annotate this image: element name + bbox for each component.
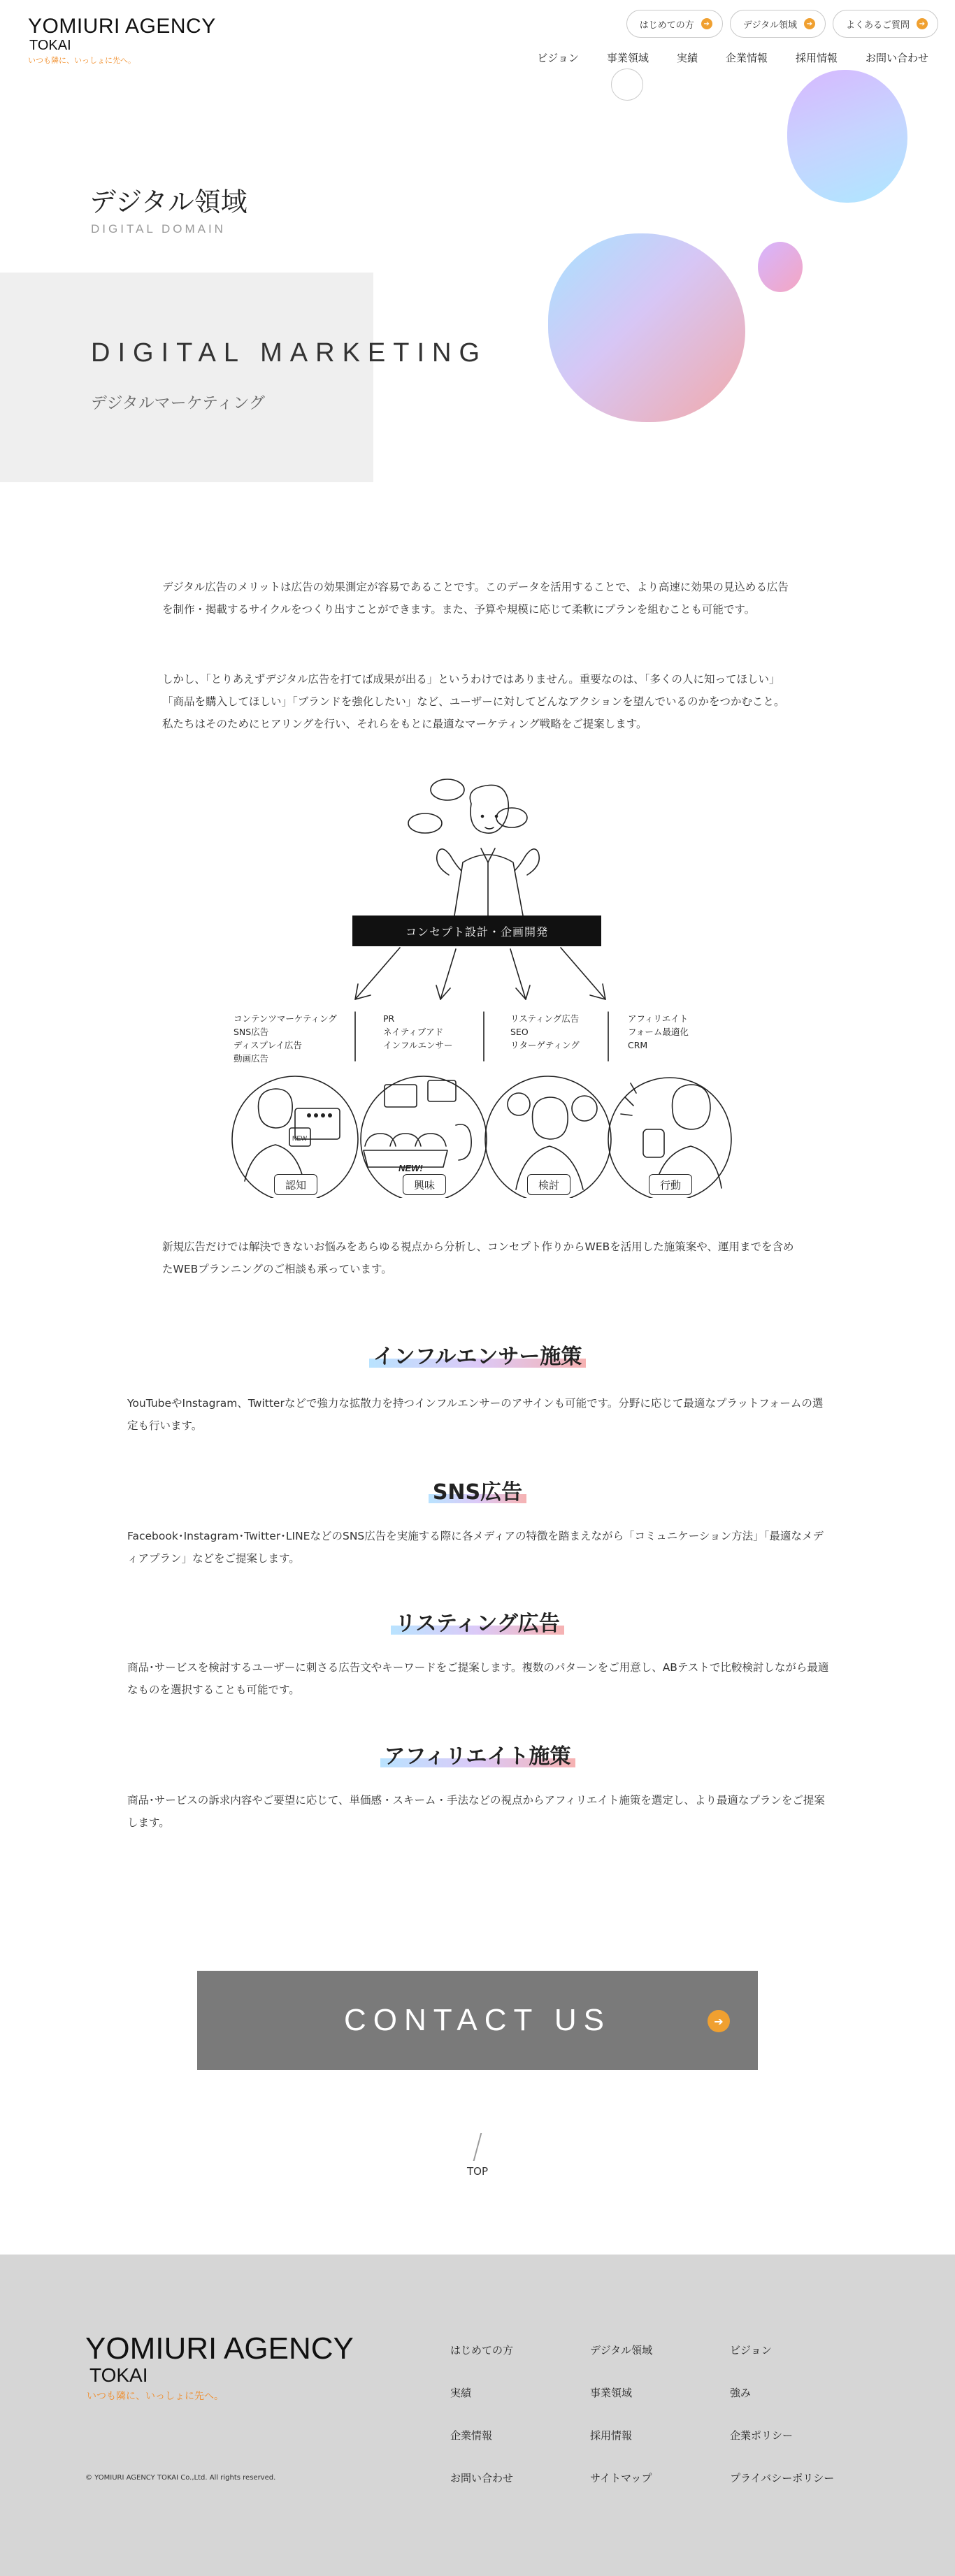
decor-bubble: [548, 233, 745, 422]
nav-item-contact[interactable]: お問い合わせ: [865, 52, 928, 64]
pill-label: よくあるご質問: [845, 20, 910, 31]
section-title-en: DIGITAL MARKETING: [91, 338, 488, 368]
new-tag-text: NEW!: [398, 1163, 423, 1173]
intro-paragraph: デジタル広告のメリットは広告の効果測定が容易であることです。このデータを活用することで、より高速に効果の見込める広告を制作・掲載するサイクルをつくり出すことができます。また、予算や規模に応じて柔軟にプランを組むことも可能です。: [162, 581, 789, 616]
arrow-right-icon: ➔: [708, 2010, 730, 2032]
marketing-diagram: [225, 776, 735, 1198]
measure-title: インフルエンサー施策: [369, 1345, 587, 1369]
nav-item-business[interactable]: 事業領域: [606, 52, 649, 64]
nav-item-company[interactable]: 企業情報: [725, 52, 768, 64]
contact-us-button[interactable]: [197, 1971, 758, 2070]
column-item: PR: [383, 1013, 395, 1024]
stage-awareness: 認知: [274, 1174, 317, 1195]
page-title-en: DIGITAL DOMAIN: [91, 222, 226, 236]
column-item: ネイティブアド: [383, 1027, 444, 1037]
logo-tagline: いつも隣に、いっしょに先へ。: [28, 56, 136, 65]
footer-tagline: いつも隣に、いっしょに先へ。: [87, 2391, 224, 2402]
page-title: デジタル領域: [89, 187, 247, 217]
footer-link[interactable]: 企業ポリシー: [730, 2429, 794, 2442]
nav-item-vision[interactable]: ビジョン: [537, 52, 579, 64]
diagram-column-2: [383, 1012, 453, 1052]
decor-bubble: [758, 242, 803, 292]
to-top-label: TOP: [466, 2165, 488, 2178]
column-item: SNS広告: [234, 1027, 269, 1037]
nav-item-works[interactable]: 実績: [676, 52, 698, 64]
stage-action: 行動: [649, 1174, 692, 1195]
footer-links: [450, 2343, 870, 2485]
pill-faq[interactable]: [833, 10, 938, 38]
logo-main-text: YOMIURI AGENCY: [28, 15, 216, 38]
diagram-column-3: [510, 1012, 580, 1052]
measure-text: Facebook･Instagram･Twitter･LINEなどのSNS広告を実施する際に各メディアの特徴を踏まえながら「コミュニケーション方法」「最適なメディアプラン」などをご提案します。: [127, 1530, 824, 1565]
stage-interest: 興味: [403, 1174, 446, 1195]
footer-link[interactable]: デジタル領域: [590, 2344, 653, 2357]
footer-link[interactable]: 実績: [450, 2387, 472, 2399]
new-badge-text: NEW: [292, 1135, 307, 1142]
contact-label: CONTACT US: [344, 2003, 611, 2037]
footer-link[interactable]: ビジョン: [730, 2344, 772, 2357]
diagram-column-1: [234, 1012, 337, 1065]
column-item: アフィリエイト: [628, 1013, 689, 1024]
footer-logo-sub: TOKAI: [89, 2364, 148, 2386]
intro-paragraph: しかし、「とりあえずデジタル広告を打てば成果が出る」というわけではありません。重要なのは、「多くの人に知ってほしい」「商品を購入してほしい」「ブランドを強化したい」など、ユーザーに対してどんなアクションを望んでいるのかをつかむこと。私たちはそのためにヒアリングを行い、それらをもとに最適なマーケティング戦略をご提案します。: [162, 673, 785, 730]
arrow-right-icon: ➔: [917, 18, 928, 29]
copyright: © YOMIURI AGENCY TOKAI Co.,Ltd. All rights reserved.: [85, 2474, 276, 2482]
section-heading-bg: [0, 273, 373, 482]
diagram-illustration: [225, 776, 735, 1198]
header-pill-links: [626, 10, 938, 38]
pill-label: はじめての方: [639, 20, 694, 31]
footer-logo[interactable]: [85, 2333, 354, 2403]
column-item: リターゲティング: [510, 1040, 580, 1050]
cursor-circle: [611, 68, 643, 101]
nav-item-recruit[interactable]: 採用情報: [795, 52, 838, 64]
pill-first-visit[interactable]: [626, 10, 723, 38]
arrow-right-icon: ➔: [804, 18, 815, 29]
arrow-right-icon: ➔: [701, 18, 712, 29]
column-item: リスティング広告: [510, 1013, 580, 1024]
footer-link[interactable]: はじめての方: [450, 2344, 514, 2357]
footer-link[interactable]: 強み: [730, 2387, 752, 2399]
measure-title: SNS広告: [429, 1480, 526, 1505]
measure-text: 商品･サービスの訴求内容やご要望に応じて、単価感・スキーム・手法などの視点からアフィリエイト施策を選定し、より最適なプランをご提案します。: [127, 1794, 825, 1829]
column-item: SEO: [510, 1027, 529, 1037]
measure-text: 商品･サービスを検討するユーザーに刺さる広告文やキーワードをご提案します。複数のパターンをご用意し、ABテストで比較検討しながら最適なものを選択することも可能です。: [127, 1661, 829, 1696]
footer-logo-main: YOMIURI AGENCY: [85, 2331, 354, 2366]
footer-link[interactable]: 事業領域: [590, 2387, 633, 2399]
logo-sub-text: TOKAI: [29, 38, 71, 53]
measure-heading: [0, 1475, 955, 1505]
column-item: コンテンツマーケティング: [234, 1013, 337, 1024]
measure-heading: [0, 1339, 955, 1370]
concept-banner: コンセプト設計・企画開発: [352, 916, 601, 946]
pill-digital[interactable]: [730, 10, 826, 38]
measure-text: YouTubeやInstagram、Twitterなどで強力な拡散力を持つインフルエンサーのアサインも可能です。分野に応じて最適なプラットフォームの選定も行います。: [127, 1397, 824, 1432]
site-footer: [0, 2255, 955, 2576]
decor-bubble: [787, 70, 907, 203]
column-item: 動画広告: [234, 1053, 269, 1064]
diagram-column-4: [628, 1012, 689, 1052]
up-line-icon: [473, 2133, 482, 2161]
measure-title: アフィリエイト施策: [380, 1744, 575, 1769]
measure-heading: [0, 1739, 955, 1770]
pill-label: デジタル領域: [742, 20, 797, 31]
measure-title: リスティング広告: [391, 1612, 564, 1636]
footer-link[interactable]: お問い合わせ: [450, 2472, 514, 2484]
intro-paragraph: 新規広告だけでは解決できないお悩みをあらゆる視点から分析し、コンセプト作りからWEBを活用した施策案や、運用までを含めたWEBプランニングのご相談も承っています。: [162, 1240, 794, 1275]
footer-link[interactable]: 採用情報: [590, 2429, 633, 2442]
measure-heading: [0, 1606, 955, 1637]
back-to-top-link[interactable]: [458, 2133, 497, 2178]
stage-consideration: 検討: [527, 1174, 570, 1195]
footer-link[interactable]: プライバシーポリシー: [730, 2472, 835, 2484]
column-item: ディスプレイ広告: [234, 1040, 302, 1050]
main-nav: [537, 50, 928, 65]
section-title-jp: デジタルマーケティング: [91, 394, 265, 412]
site-logo[interactable]: [28, 15, 216, 66]
column-item: インフルエンサー: [383, 1040, 453, 1050]
footer-link[interactable]: サイトマップ: [590, 2472, 652, 2484]
column-item: フォーム最適化: [628, 1027, 689, 1037]
column-item: CRM: [628, 1040, 648, 1050]
footer-link[interactable]: 企業情報: [450, 2429, 493, 2442]
